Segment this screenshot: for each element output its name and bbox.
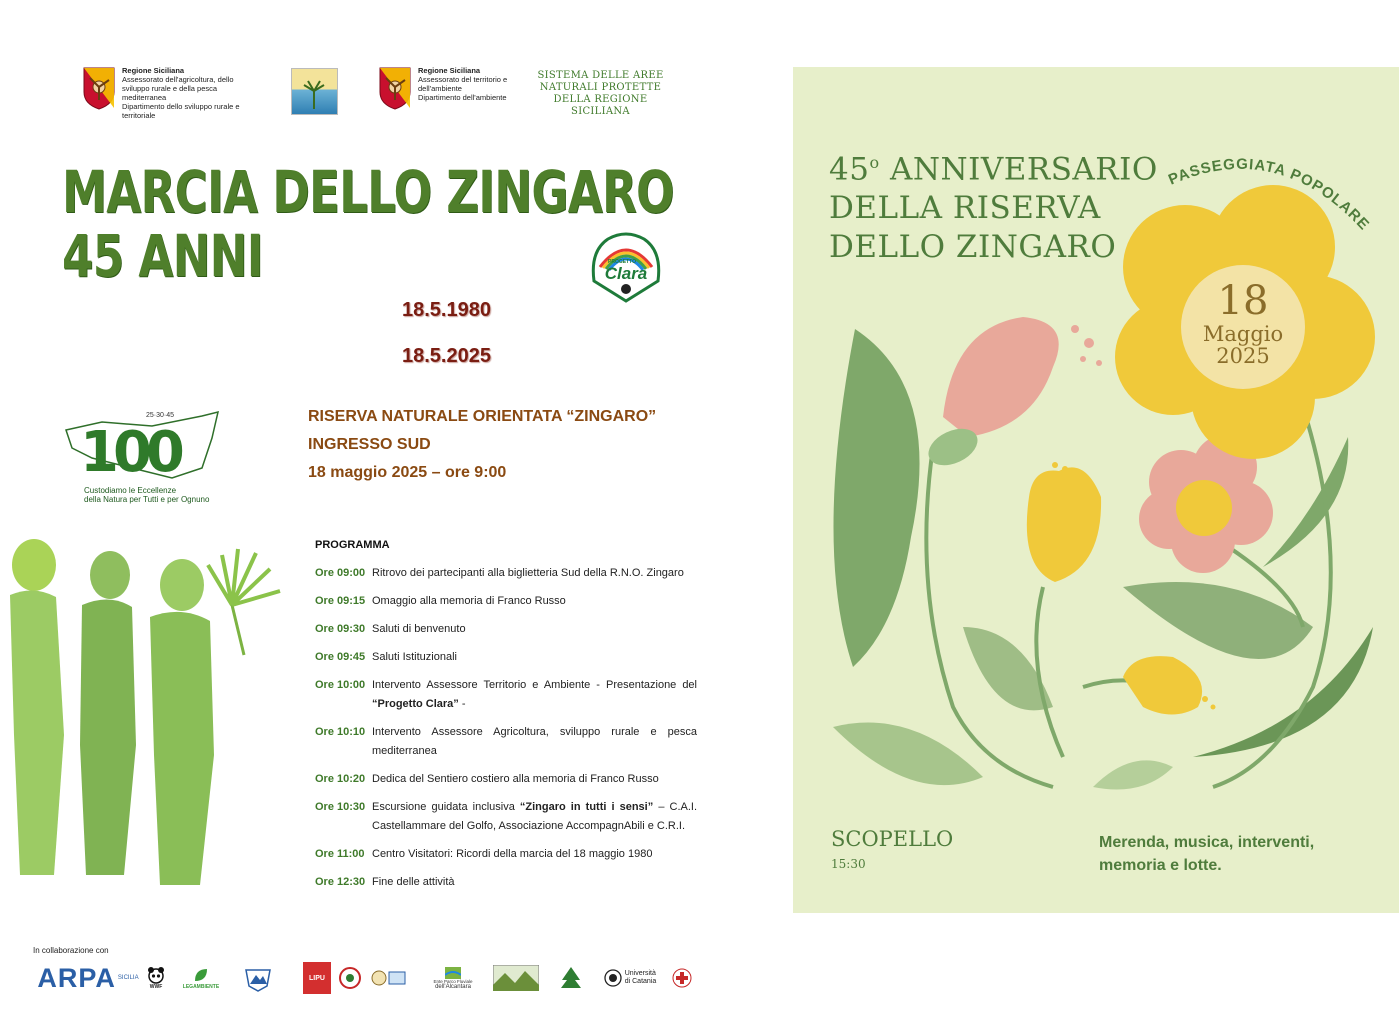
partner-group-logo [370, 962, 408, 994]
university-seal-icon [604, 969, 622, 987]
tree-logo [555, 962, 587, 994]
programma-text-bold: “Zingaro in tutti i sensi” [519, 801, 654, 813]
venue-datetime: 18 maggio 2025 – ore 9:00 [308, 464, 507, 481]
programma-time: Ore 09:45 [315, 651, 366, 663]
programma-text: Dedica del Sentiero costiero alla memoria di Franco Russo [372, 773, 659, 785]
lipu-logo-text: LIPU [309, 974, 325, 982]
programma-text-bold: “Progetto Clara” [372, 698, 459, 710]
passeggiata-arc-text: PASSEGGIATA POPOLARE [1166, 155, 1373, 234]
ordinal-sup: o [869, 153, 880, 172]
legambiente-logo-text: LEGAMBIENTE [182, 984, 220, 990]
main-title [62, 160, 674, 288]
red-cross-logo [668, 962, 696, 994]
poster-activities [1099, 831, 1314, 877]
poster-year: 2025 [1216, 344, 1270, 368]
arpa-logo-text: ARPA [37, 962, 116, 993]
sistema-aree-naturali-logo [528, 70, 673, 118]
unict-line: Università [624, 970, 656, 977]
poster-day: 18 [1217, 278, 1269, 324]
unict-line: di Catania [624, 978, 657, 985]
clara-logo-name: Clara [604, 264, 648, 283]
circle-badge-icon [338, 966, 362, 990]
programma-time: Ore 09:00 [315, 567, 366, 579]
programma-item [315, 564, 697, 583]
mountain-emblem-icon [243, 964, 273, 992]
yellow-tulip [1027, 467, 1101, 582]
motto-line: Custodiamo le Eccellenze [84, 486, 177, 495]
lipu-logo [303, 962, 331, 994]
date-2025: 18.5.2025 [402, 345, 491, 367]
alcantara-line: Ente Parco Fluviale [433, 978, 473, 984]
activities-line: memoria e lotte. [1099, 857, 1222, 874]
venue-entrance: INGRESSO SUD [308, 436, 431, 453]
poster-title-line-2: DELLA RISERVA [829, 190, 1101, 227]
programma-time: Ore 10:20 [315, 773, 366, 785]
motto-line: della Natura per Tutti e per Ognuno [84, 495, 210, 504]
poster-time: 15:30 [831, 857, 866, 871]
logo-org-name: Regione Siciliana [418, 66, 481, 75]
programma-time: Ore 12:30 [315, 876, 366, 888]
logo-line: dell'ambiente [418, 84, 462, 93]
venue-name: RISERVA NATURALE ORIENTATA “ZINGARO” [308, 408, 657, 425]
river-icon [445, 967, 461, 979]
programma-text [372, 798, 697, 836]
logo-line: Dipartimento dell'ambiente [418, 93, 507, 102]
logo-line: territoriale [122, 111, 156, 120]
riserva-emblem-logo [291, 68, 338, 115]
alcantara-park-logo [428, 962, 478, 994]
title-line-1: MARCIA DELLO ZINGARO [62, 158, 674, 226]
programma-item [315, 845, 697, 864]
wwf-logo-text: WWF [149, 984, 163, 990]
unict-logo [598, 962, 662, 994]
partner-photo-logo [492, 962, 540, 994]
cai-logo [240, 962, 276, 994]
logo-line: sviluppo rurale e della pesca [122, 84, 218, 93]
logo-line: DELLA REGIONE SICILIANA [553, 94, 648, 117]
leaf-shape [833, 723, 983, 786]
leaf-shape [1263, 437, 1348, 567]
date-1980: 18.5.1980 [402, 299, 491, 321]
sicily-crest-icon [82, 66, 116, 110]
programma-time: Ore 11:00 [315, 848, 365, 860]
poster-month: Maggio [1202, 322, 1284, 346]
programma-item [315, 873, 697, 892]
palm-leaf-icon [208, 549, 280, 605]
red-cross-icon [672, 968, 692, 988]
poster-title-line-1 [829, 143, 1158, 189]
sicily-crest-icon [378, 66, 412, 110]
centenary-years: 25·30·45 [146, 412, 175, 419]
programma-text-part: Escursione guidata inclusiva [372, 801, 520, 813]
programma-text: Intervento Assessore Agricoltura, sviluppo rurale e pesca mediterranea [372, 726, 697, 757]
programma-text: Centro Visitatori: Ricordi della marcia del 18 maggio 1980 [372, 848, 653, 860]
alcantara-line: dell'Alcantara [435, 983, 471, 990]
panda-icon [147, 966, 165, 984]
programma-item [315, 798, 697, 836]
arpa-logo [32, 962, 144, 994]
leaf-shape [1093, 760, 1173, 789]
programma-time: Ore 09:30 [315, 623, 366, 635]
centenary-motto [84, 486, 209, 504]
programma-time: Ore 09:15 [315, 595, 366, 607]
logo-line: Assessorato del territorio e [418, 75, 508, 84]
programma-item [315, 770, 697, 789]
programma-heading: PROGRAMMA [315, 539, 390, 551]
logo-line: Dipartimento dello sviluppo rurale e [122, 102, 240, 111]
programma-item [315, 648, 697, 667]
programma-text-part: – C.A.I. Castellammare del Golfo, Associazione AccompagnAbili e C.R.I. [372, 801, 698, 832]
anniversary-word: ANNIVERSARIO [879, 151, 1158, 188]
hikers-silhouette-illustration [0, 535, 290, 895]
programma-time: Ore 10:30 [315, 801, 366, 813]
anniversary-number: 45 [829, 151, 870, 188]
programma-text: Omaggio alla memoria di Franco Russo [372, 595, 566, 607]
leaf-shape [833, 329, 919, 667]
poster-title [829, 143, 1158, 267]
logo-line: mediterranea [122, 93, 167, 102]
arpa-logo-sub: SICILIA [117, 975, 139, 981]
programma-text: Saluti Istituzionali [372, 651, 457, 663]
poster-title-line-3: DELLO ZINGARO [829, 229, 1117, 266]
venue-block [308, 403, 656, 487]
programma-item [315, 620, 697, 639]
programma-text [372, 676, 697, 714]
programma-item [315, 676, 697, 714]
programma-time: Ore 10:00 [315, 679, 366, 691]
progetto-clara-logo [588, 231, 664, 303]
palm-icon [292, 69, 337, 114]
programma-text: Ritrovo dei partecipanti alla biglietteria Sud della R.N.O. Zingaro [372, 567, 684, 579]
partner-emblems-icon [371, 966, 407, 990]
poster-date [1193, 279, 1293, 367]
programma-text-part: Intervento Assessore Territorio e Ambiente - Presentazione del [372, 679, 697, 691]
passeggiata-arc [1143, 145, 1383, 265]
programma-text-part: - [458, 698, 466, 710]
activities-line: Merenda, musica, interventi, [1099, 834, 1315, 851]
anniversary-poster [793, 67, 1399, 913]
logo-line: Assessorato dell'agricoltura, dello [122, 75, 234, 84]
programma-item [315, 592, 697, 611]
wwf-logo [144, 962, 168, 994]
legambiente-logo [176, 962, 226, 994]
regione-siciliana-ambiente-logo [378, 66, 518, 110]
centenary-logo [62, 408, 222, 508]
regione-siciliana-agricoltura-logo [82, 66, 240, 120]
programma-item [315, 723, 697, 761]
clara-logo-top: PROGETTO [608, 259, 636, 265]
landscape-icon [493, 965, 539, 991]
centenary-number: 100 [80, 420, 179, 485]
pink-tulip [943, 317, 1059, 437]
logo-org-name: Regione Siciliana [122, 66, 185, 75]
programma-text: Fine delle attività [372, 876, 455, 888]
programma-text: Saluti di benvenuto [372, 623, 466, 635]
small-yellow-tulip [1123, 656, 1202, 714]
programma-list [315, 564, 697, 892]
tree-icon [557, 964, 585, 992]
logo-line: SISTEMA DELLE AREE [537, 70, 664, 81]
programma-time: Ore 10:10 [315, 726, 366, 738]
poster-place: SCOPELLO [831, 827, 954, 851]
collaboration-label: In collaborazione con [33, 946, 109, 955]
partner-badge-logo [336, 962, 364, 994]
title-line-2: 45 ANNI [62, 222, 263, 290]
logo-line: NATURALI PROTETTE [539, 82, 662, 93]
leaf-icon [192, 966, 210, 984]
unict-logo-text [625, 970, 657, 986]
